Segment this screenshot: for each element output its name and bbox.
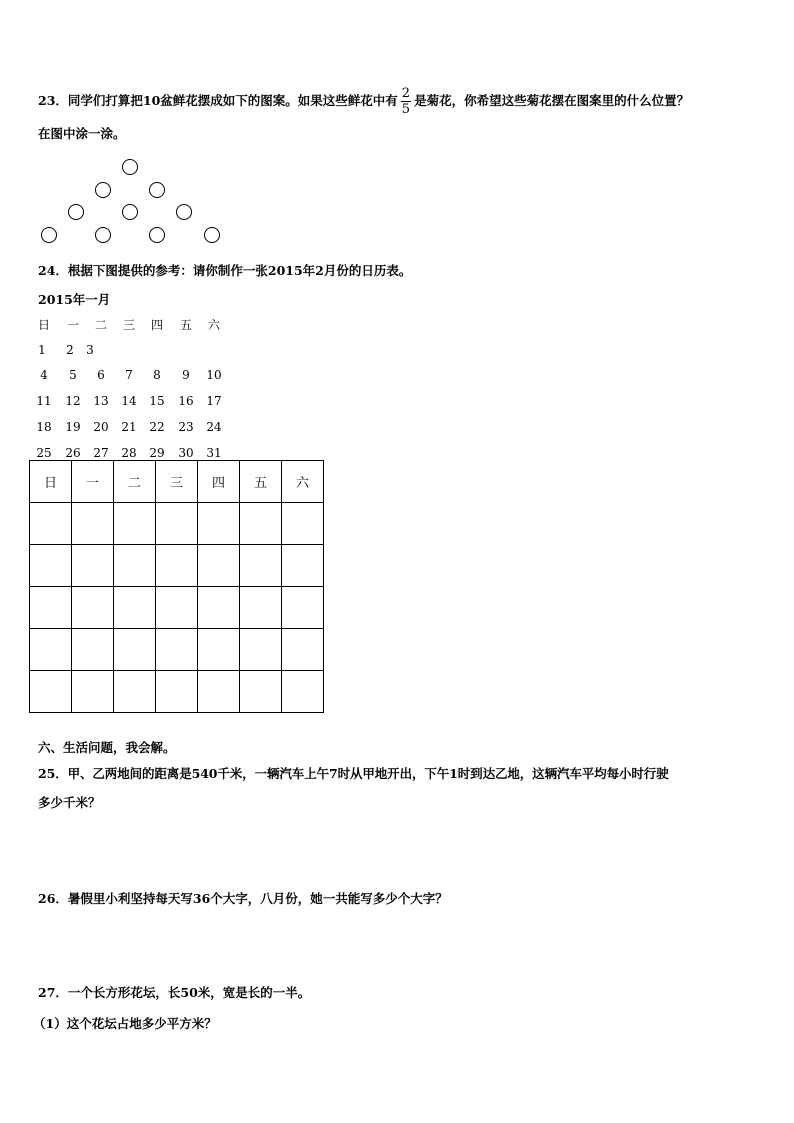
reference-day: 28 bbox=[121, 446, 137, 460]
reference-weekday: 三 bbox=[122, 318, 135, 332]
reference-day: 3 bbox=[86, 343, 94, 357]
calendar-cell[interactable] bbox=[240, 629, 282, 671]
calendar-cell[interactable] bbox=[198, 587, 240, 629]
reference-day: 21 bbox=[121, 420, 137, 434]
reference-day: 19 bbox=[65, 420, 81, 434]
calendar-row bbox=[30, 545, 324, 587]
calendar-header-cell: 一 bbox=[72, 461, 114, 503]
calendar-cell[interactable] bbox=[240, 503, 282, 545]
calendar-row bbox=[30, 671, 324, 713]
reference-day: 22 bbox=[149, 420, 165, 434]
calendar-cell[interactable] bbox=[72, 587, 114, 629]
flower-circle[interactable] bbox=[149, 182, 165, 198]
reference-weekday: 四 bbox=[150, 318, 163, 332]
flower-circle[interactable] bbox=[122, 159, 138, 175]
reference-day: 31 bbox=[206, 446, 222, 460]
q24-text: 24．根据下图提供的参考：请你制作一张2015年2月份的日历表。 bbox=[38, 263, 412, 278]
reference-day: 11 bbox=[36, 394, 52, 408]
calendar-cell[interactable] bbox=[198, 671, 240, 713]
calendar-cell[interactable] bbox=[198, 545, 240, 587]
calendar-cell[interactable] bbox=[156, 671, 198, 713]
reference-day: 9 bbox=[182, 368, 190, 382]
calendar-cell[interactable] bbox=[282, 587, 324, 629]
q23-text-after: 是菊花，你希望这些菊花摆在图案里的什么位置？ bbox=[414, 93, 690, 108]
reference-day: 26 bbox=[65, 446, 81, 460]
q27-text: 27．一个长方形花坛，长50米，宽是长的一半。 bbox=[38, 985, 311, 1000]
reference-day: 30 bbox=[178, 446, 194, 460]
reference-day: 15 bbox=[149, 394, 165, 408]
fraction-two-fifths bbox=[401, 86, 411, 117]
q25-line1: 25．甲、乙两地间的距离是540千米，一辆汽车上午7时从甲地开出，下午1时到达乙地，这辆汽车平均每小时行驶 bbox=[38, 766, 669, 781]
calendar-cell[interactable] bbox=[240, 587, 282, 629]
calendar-reference-title: 2015年一月 bbox=[38, 292, 111, 307]
calendar-cell[interactable] bbox=[30, 587, 72, 629]
flower-circle[interactable] bbox=[176, 204, 192, 220]
flower-circle[interactable] bbox=[95, 182, 111, 198]
calendar-cell[interactable] bbox=[156, 545, 198, 587]
q23-text-before: 23．同学们打算把10盆鲜花摆成如下的图案。如果这些鲜花中有 bbox=[38, 93, 398, 108]
calendar-row bbox=[30, 503, 324, 545]
flower-circle[interactable] bbox=[204, 227, 220, 243]
calendar-header-cell: 二 bbox=[114, 461, 156, 503]
q23-line1 bbox=[38, 86, 689, 117]
reference-day: 10 bbox=[206, 368, 222, 382]
reference-day: 25 bbox=[36, 446, 52, 460]
calendar-header-row bbox=[30, 461, 324, 503]
reference-day: 27 bbox=[93, 446, 109, 460]
calendar-header-cell: 六 bbox=[282, 461, 324, 503]
calendar-cell[interactable] bbox=[240, 671, 282, 713]
calendar-cell[interactable] bbox=[282, 503, 324, 545]
calendar-header-cell: 四 bbox=[198, 461, 240, 503]
calendar-row bbox=[30, 629, 324, 671]
calendar-table bbox=[29, 460, 324, 713]
calendar-cell[interactable] bbox=[30, 629, 72, 671]
reference-day: 20 bbox=[93, 420, 109, 434]
reference-weekday: 一 bbox=[66, 318, 79, 332]
calendar-cell[interactable] bbox=[282, 545, 324, 587]
reference-day: 5 bbox=[69, 368, 77, 382]
reference-day: 1 bbox=[38, 343, 46, 357]
calendar-header-cell: 三 bbox=[156, 461, 198, 503]
q23-line2: 在图中涂一涂。 bbox=[38, 126, 126, 141]
reference-day: 23 bbox=[178, 420, 194, 434]
q25-line2: 多少千米？ bbox=[38, 795, 101, 810]
reference-day: 12 bbox=[65, 394, 81, 408]
calendar-header-cell: 日 bbox=[30, 461, 72, 503]
reference-day: 8 bbox=[153, 368, 161, 382]
calendar-cell[interactable] bbox=[72, 629, 114, 671]
calendar-cell[interactable] bbox=[198, 503, 240, 545]
calendar-cell[interactable] bbox=[72, 545, 114, 587]
calendar-cell[interactable] bbox=[156, 503, 198, 545]
calendar-cell[interactable] bbox=[240, 545, 282, 587]
reference-day: 17 bbox=[206, 394, 222, 408]
fraction-numerator: 2 bbox=[401, 86, 411, 101]
calendar-row bbox=[30, 587, 324, 629]
flower-circle[interactable] bbox=[68, 204, 84, 220]
reference-day: 24 bbox=[206, 420, 222, 434]
calendar-cell[interactable] bbox=[114, 587, 156, 629]
q26-text: 26．暑假里小利坚持每天写36个大字，八月份，她一共能写多少个大字？ bbox=[38, 891, 448, 906]
reference-weekday: 五 bbox=[179, 318, 192, 332]
reference-weekday: 日 bbox=[37, 318, 50, 332]
q27-sub1: （1）这个花坛占地多少平方米？ bbox=[33, 1016, 217, 1031]
reference-day: 2 bbox=[66, 343, 74, 357]
reference-weekday: 六 bbox=[207, 318, 220, 332]
calendar-cell[interactable] bbox=[114, 629, 156, 671]
calendar-cell[interactable] bbox=[114, 545, 156, 587]
calendar-cell[interactable] bbox=[282, 671, 324, 713]
reference-day: 13 bbox=[93, 394, 109, 408]
flower-circle[interactable] bbox=[41, 227, 57, 243]
calendar-cell[interactable] bbox=[72, 671, 114, 713]
reference-weekday: 二 bbox=[94, 318, 107, 332]
calendar-header-cell: 五 bbox=[240, 461, 282, 503]
reference-day: 16 bbox=[178, 394, 194, 408]
calendar-cell[interactable] bbox=[198, 629, 240, 671]
calendar-cell[interactable] bbox=[30, 503, 72, 545]
reference-day: 14 bbox=[121, 394, 137, 408]
calendar-cell[interactable] bbox=[282, 629, 324, 671]
calendar-cell[interactable] bbox=[114, 671, 156, 713]
reference-day: 7 bbox=[125, 368, 133, 382]
flower-circle[interactable] bbox=[122, 204, 138, 220]
reference-day: 4 bbox=[40, 368, 48, 382]
fraction-denominator: 5 bbox=[401, 102, 411, 117]
flower-circle[interactable] bbox=[149, 227, 165, 243]
calendar-cell[interactable] bbox=[156, 587, 198, 629]
flower-circle[interactable] bbox=[95, 227, 111, 243]
calendar-cell[interactable] bbox=[156, 629, 198, 671]
section-title: 六、生活问题，我会解。 bbox=[38, 740, 176, 755]
calendar-cell[interactable] bbox=[72, 503, 114, 545]
reference-day: 29 bbox=[149, 446, 165, 460]
calendar-cell[interactable] bbox=[30, 545, 72, 587]
reference-day: 18 bbox=[36, 420, 52, 434]
calendar-cell[interactable] bbox=[114, 503, 156, 545]
calendar-cell[interactable] bbox=[30, 671, 72, 713]
reference-day: 6 bbox=[97, 368, 105, 382]
